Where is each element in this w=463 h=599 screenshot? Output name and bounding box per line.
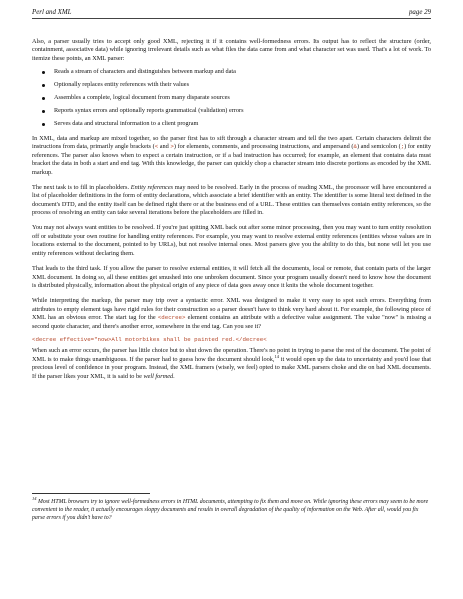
inline-code-gt: > (170, 143, 174, 151)
paragraph-entity-resolution: You may not always want entities to be resolved. If you're just spitting XML back out after some minor processing, then you may want to turn entity resolution off or substitute your own routine for handling entity references. For example, you may want to resolve external entity references (entities whose values are in locations external to the document, pointed to by URLs), but not resolve internal ones. Most parsers give you the ability to do this, but none will let you use entity references without declaring them. (32, 224, 431, 257)
inline-code-amp: & (353, 143, 357, 151)
text-run: While interpreting the markup, the parser may trip over a syntactic error. XML was designed to make it very easy to spot such errors. Everything from attributes to empty element tags have rigid rules for their construction so a parser doesn't have to think very hard about it. For example, the following piece of XML has an obvious error. The start tag for the (32, 297, 431, 322)
header-title: Perl and XML (32, 9, 72, 16)
text-run: In XML, data and markup are mixed together, so the parser first has to sift through a character stream and tell the two apart. Certain characters delimit the instructions from data, primarily angle brackets ( (32, 134, 431, 151)
list-item: Assembles a complete, logical document from many disparate sources (54, 94, 431, 102)
footnote-ref: 14 (274, 353, 279, 359)
text-run: When such an error occurs, the parser has little choice but to shut down the operation. There's no point in trying to parse the rest of the document. The point of XML is to make things unambiguous. If the parser had to guess how the document should look, (32, 347, 431, 363)
footnote-divider (32, 493, 150, 494)
inline-code-decree: <decree> (157, 314, 186, 322)
footnote-text: Most HTML browsers try to ignore well-formedness errors in HTML documents, attempting to fix them and move on. While ignoring these errors may seem to be more convenient to the reader, it actually encourages sloppy documents and results in overall degradation of the quality of information on the Web. After all, would you fix parse errors if you didn't have to? (32, 499, 429, 521)
footnote-number: 14 (32, 496, 37, 502)
paragraph-error-handling (32, 347, 431, 381)
emphasis-well-formed: well formed (143, 372, 174, 380)
text-run: . (173, 372, 175, 380)
text-run: it would open up the data to uncertainty and you'd lose that precious level of confidence in your program. Instead, the XML framers (wisely, we feel) opted to make XML parsers choke and die on bad XML documents. If the parser likes your XML, it is said to be (32, 355, 431, 380)
text-run: ) for entity references. The parser also knows when to expect a certain instruction, or if a bad instruction has occurred; for example, an element that contains data must bracket the data in both a start and end tag. With this knowledge, the parser can quickly chop a character stream into discrete portions as encoded by the XML markup. (32, 143, 431, 176)
footnote (32, 498, 431, 522)
text-run: and (158, 143, 171, 151)
running-header (32, 9, 431, 19)
text-run: The next task is to fill in placeholders. (32, 183, 131, 191)
paragraph-intro: Also, a parser usually tries to accept only good XML, rejecting it if it contains well-formedness errors. Its output has to reflect the structure (order, containment, associative data) while ignoring irrelevant details such as what files the data came from and what character set was used. That's a lot of work. To itemize these points, an XML parser: (32, 38, 431, 62)
emphasis-entity-references: Entity references (130, 183, 174, 191)
paragraph-placeholders (32, 184, 431, 218)
text-run: element contains an attribute with a defective value assignment. The value "now" is missing a second quote character, and there's another error, somewhere in the end tag. Can you see it? (32, 314, 431, 330)
paragraph-third-task: That leads to the third task. If you allow the parser to resolve external entities, it will fetch all the documents, local or remote, that contain parts of the larger XML document. In doing so, all these entities get smushed into one unbroken document. Since your program usually doesn't need to know how the document is distributed physically, information about the physical origin of any piece of data goes away once it knits the whole document together. (32, 265, 431, 289)
text-run: ) and semicolon ( (356, 143, 401, 151)
inline-code-semicolon: ; (400, 143, 405, 151)
text-run: may need to be resolved. Early in the process of reading XML, the processor will have encountered a list of placeholder definitions in the form of entity declarations, which associate a brief identifier with an entity. The identifier is some literal text defined in the document's DTD, and the entity itself can be defined right there or at the business end of a URL. These entities can themselves contain entity references, so the process of resolving an entity can take several iterations before the placeholders are filled in. (32, 183, 431, 217)
list-item: Serves data and structural information to a client program (54, 120, 431, 128)
list-item: Reads a stream of characters and distinguishes between markup and data (54, 68, 431, 76)
code-sample: <decree effective="now>All motorbikes shall be painted red.</decree< (32, 335, 267, 343)
paragraph-markup-data (32, 135, 431, 177)
inline-code-lt: < (154, 143, 159, 151)
paragraph-syntax-errors (32, 297, 431, 331)
list-item: Reports syntax errors and optionally reports grammatical (validation) errors (54, 107, 431, 115)
parser-tasks-list (32, 68, 431, 129)
list-item: Optionally replaces entity references with their values (54, 81, 431, 89)
text-run: ) for elements, comments, and processing instructions, and ampersand ( (173, 143, 354, 151)
page-number: page 29 (408, 9, 431, 16)
body-text (32, 38, 431, 388)
